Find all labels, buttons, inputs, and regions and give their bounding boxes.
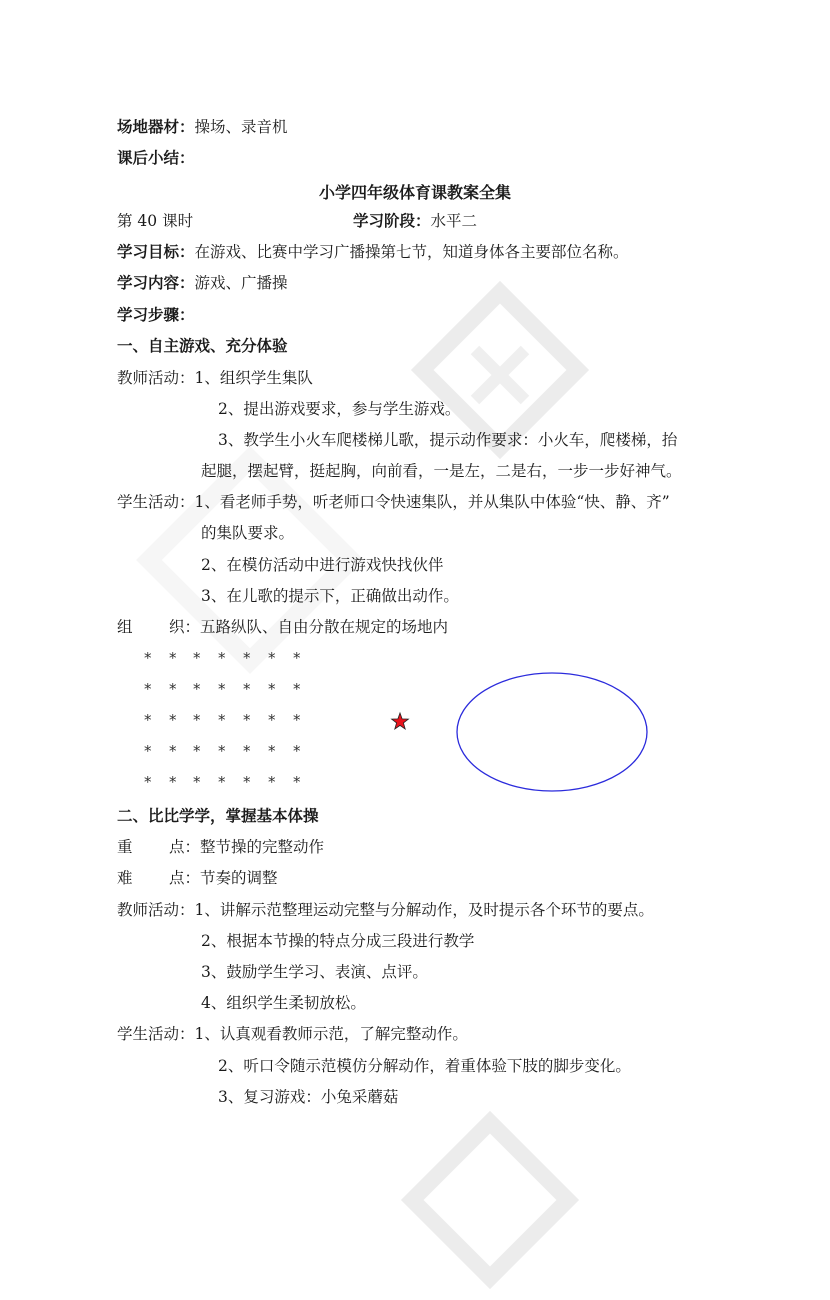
s2-student-label: 学生活动：: [117, 1025, 195, 1043]
svg-text:*: *: [218, 742, 226, 760]
teacher-star-icon: [392, 713, 409, 729]
svg-text:*: *: [268, 649, 276, 667]
s2-student-item: 3、复习游戏：小兔采蘑菇: [218, 1088, 399, 1106]
difficulty-label-a: 难: [117, 869, 133, 887]
svg-text:*: *: [144, 773, 152, 791]
s2-teacher-line-1: [117, 900, 654, 920]
svg-text:*: *: [169, 773, 177, 791]
key-point-line: [117, 837, 324, 857]
s1-student-item: 1、看老师手势，听老师口令快速集队，并从集队中体验“快、静、齐”: [194, 493, 670, 511]
s2-student-item: 1、认真观看教师示范，了解完整动作。: [194, 1025, 468, 1043]
summary-label: 课后小结：: [117, 148, 195, 167]
organize-label-a: 组: [117, 618, 133, 636]
s1-teacher-item: 2、提出游戏要求，参与学生游戏。: [218, 400, 461, 418]
svg-text:*: *: [243, 680, 251, 698]
objective-value: 在游戏、比赛中学习广播操第七节，知道身体各主要部位名称。: [194, 243, 629, 261]
svg-text:*: *: [169, 649, 177, 667]
difficulty-label-b: 点：: [169, 869, 201, 887]
svg-text:*: *: [243, 711, 251, 729]
s1-teacher-label: 教师活动：: [117, 369, 195, 387]
stage-label: 学习阶段：: [353, 211, 431, 230]
svg-text:*: *: [144, 680, 152, 698]
s2-student-item: 2、听口令随示范模仿分解动作，着重体验下肢的脚步变化。: [218, 1057, 631, 1075]
svg-text:*: *: [293, 742, 301, 760]
activity-area-ellipse: [457, 673, 647, 791]
document-title: 小学四年级体育课教案全集: [318, 183, 511, 202]
svg-text:*: *: [293, 773, 301, 791]
svg-text:*: *: [268, 680, 276, 698]
svg-text:*: *: [218, 649, 226, 667]
s1-student-label: 学生活动：: [117, 493, 195, 511]
content-value: 游戏、广播操: [194, 274, 288, 292]
s1-teacher-item: 1、组织学生集队: [194, 369, 313, 387]
section1-heading: 一、自主游戏、充分体验: [117, 336, 288, 355]
s1-teacher-item: 3、教学生小火车爬楼梯儿歌，提示动作要求：小火车，爬楼梯，抬: [218, 431, 678, 449]
s2-teacher-item: 4、组织学生柔韧放松。: [201, 994, 366, 1012]
svg-text:*: *: [293, 711, 301, 729]
svg-text:*: *: [144, 742, 152, 760]
svg-text:*: *: [268, 773, 276, 791]
svg-text:*: *: [144, 649, 152, 667]
s2-student-line-1: [117, 1024, 468, 1044]
svg-text:*: *: [193, 773, 201, 791]
svg-text:*: *: [193, 711, 201, 729]
svg-text:*: *: [218, 773, 226, 791]
s2-teacher-label: 教师活动：: [117, 901, 195, 919]
svg-text:*: *: [169, 680, 177, 698]
svg-text:*: *: [243, 773, 251, 791]
equipment-value: 操场、录音机: [194, 118, 288, 136]
svg-text:*: *: [268, 742, 276, 760]
s2-teacher-item: 2、根据本节操的特点分成三段进行教学: [201, 932, 475, 950]
objective-label: 学习目标：: [117, 242, 195, 261]
stage-value: 水平二: [430, 212, 478, 230]
svg-text:*: *: [293, 680, 301, 698]
organize-value: 五路纵队、自由分散在规定的场地内: [200, 618, 449, 636]
s1-student-item: 2、在模仿活动中进行游戏快找伙伴: [201, 556, 444, 574]
content-label: 学习内容：: [117, 273, 195, 292]
s1-teacher-item-cont: 起腿，摆起臂，挺起胸，向前看，一是左，二是右，一步一步好神气。: [201, 462, 682, 480]
key-point-label-b: 点：: [169, 838, 201, 856]
svg-text:*: *: [193, 742, 201, 760]
lesson-number: 第 40 课时: [117, 212, 194, 230]
key-point-value: 整节操的完整动作: [200, 838, 325, 856]
svg-text:*: *: [243, 742, 251, 760]
s1-student-item: 3、在儿歌的提示下，正确做出动作。: [201, 587, 459, 605]
difficulty-line: [117, 868, 278, 888]
svg-text:*: *: [169, 742, 177, 760]
section2-heading: 二、比比学学，掌握基本体操: [117, 806, 319, 825]
equipment-label: 场地器材：: [117, 117, 195, 136]
svg-text:*: *: [193, 649, 201, 667]
student-grid: [144, 649, 301, 791]
svg-text:*: *: [268, 711, 276, 729]
svg-text:*: *: [293, 649, 301, 667]
svg-text:*: *: [243, 649, 251, 667]
svg-text:*: *: [169, 711, 177, 729]
difficulty-value: 节奏的调整: [200, 869, 278, 887]
svg-text:*: *: [144, 711, 152, 729]
s1-student-item-cont: 的集队要求。: [201, 524, 295, 542]
key-point-label-a: 重: [117, 838, 133, 856]
organize-label-b: 织：: [169, 618, 201, 636]
steps-label: 学习步骤：: [117, 305, 195, 324]
svg-text:*: *: [218, 680, 226, 698]
svg-text:*: *: [193, 680, 201, 698]
s2-teacher-item: 1、讲解示范整理运动完整与分解动作，及时提示各个环节的要点。: [194, 901, 654, 919]
svg-text:*: *: [218, 711, 226, 729]
s2-teacher-item: 3、鼓励学生学习、表演、点评。: [201, 963, 428, 981]
